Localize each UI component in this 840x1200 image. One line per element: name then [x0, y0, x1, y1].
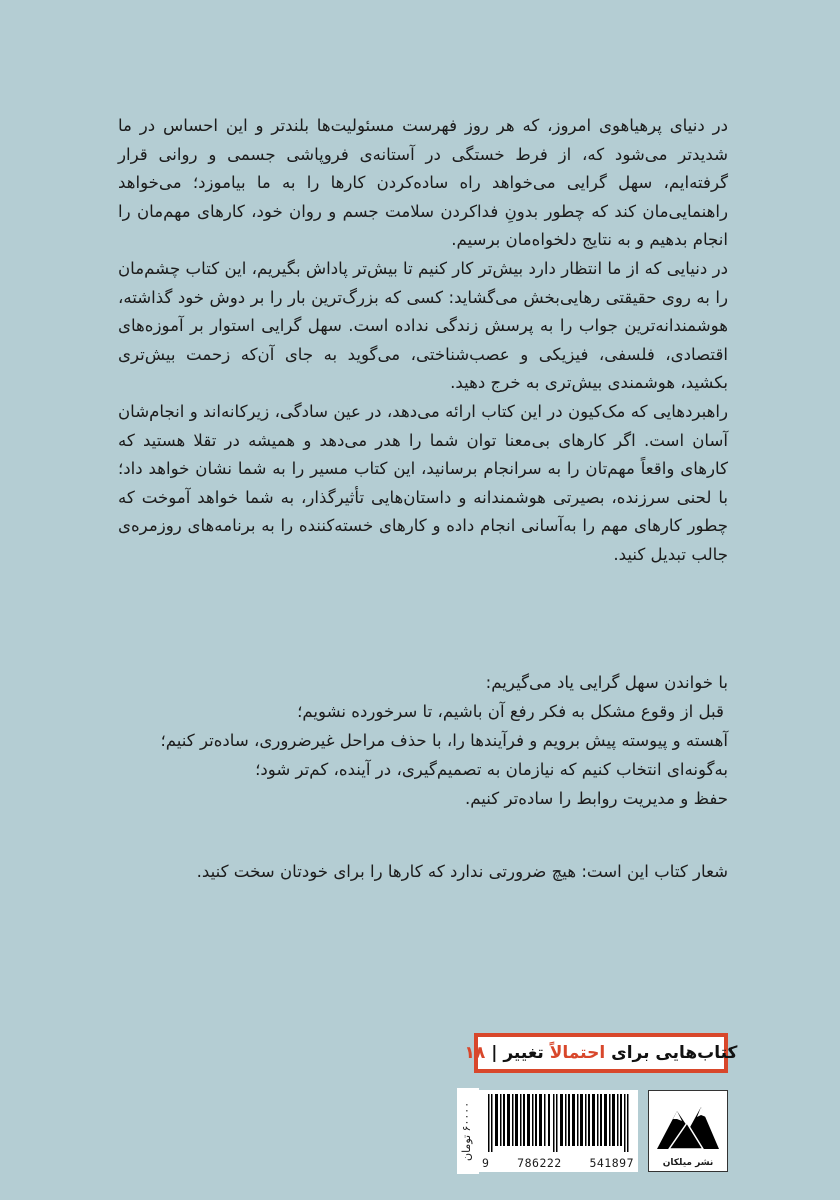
series-prefix: کتاب‌هایی برای — [611, 1043, 738, 1063]
list-item: قبل از وقوع مشکل به فکر رفع آن باشیم، تا سرخورده نشویم؛ — [297, 702, 724, 721]
series-suffix: تغییر | — [491, 1043, 544, 1063]
list-item: به‌گونه‌ای انتخاب کنیم که نیازمان به تصمیم‌گیری، در آینده، کم‌تر شود؛ — [255, 760, 728, 779]
publisher-name: نشر میلکان — [662, 1158, 714, 1168]
isbn-group-1: 786222 — [517, 1156, 562, 1170]
learning-list — [118, 668, 728, 813]
isbn-number — [482, 1156, 634, 1170]
price-label: ۶۰۰۰۰ تومان — [457, 1088, 479, 1174]
mountain-logo-icon — [649, 1093, 727, 1157]
list-item: حفظ و مدیریت روابط را ساده‌تر کنیم. — [464, 789, 728, 808]
description-text — [118, 112, 728, 570]
series-number: ۱۸ — [464, 1043, 486, 1063]
book-slogan: شعار کتاب این است: هیچ ضرورتی ندارد که کارها را برای خودتان سخت کنید. — [196, 862, 728, 881]
barcode — [478, 1090, 638, 1172]
series-label — [464, 1033, 738, 1073]
isbn-lead: 9 — [482, 1156, 490, 1170]
paragraph-1: در دنیای پرهیاهوی امروز، که هر روز فهرست مسئولیت‌ها بلندتر و این احساس در ما شدیدتر می‌شود که، از فرط خستگی در آستانه‌ی فروپاشی جسمی و روانی قرار گرفته‌ایم، سهل گرایی می‌خواهد راه ساده‌کردن کارها را به ما بیاموزد؛ می‌خواهد راهنمایی‌مان کند که چطور بدونِ فداکردن سلامت جسم و روان خود، کارهای مهم‌مان را انجام بدهیم و به نتایج دلخواه‌مان برسیم. — [118, 116, 728, 250]
barcode-bars — [484, 1094, 632, 1152]
isbn-group-2: 541897 — [589, 1156, 634, 1170]
paragraph-3: راهبردهایی که مک‌کیون در این کتاب ارائه می‌دهد، در عین سادگی، زیرکانه‌اند و انجام‌شان آسان است. اگر کارهای بی‌معنا توان شما را هدر می‌دهد و همیشه در تقلا هستید که کارهای واقعاً مهم‌تان را به سرانجام برسانید، این کتاب مسیر را به شما نشان خواهد داد؛ با لحنی سرزنده، بصیرتی هوشمندانه و داستان‌هایی تأثیرگذار، به شما خواهد آموخت که چطور کارهای مهم را به‌آسانی انجام داده و کارهای خسته‌کننده را به برنامه‌های روزمره‌ی جالب تبدیل کنید. — [118, 401, 728, 564]
publisher-logo — [648, 1090, 728, 1172]
paragraph-2: در دنیایی که از ما انتظار دارد بیش‌تر کار کنیم تا بیش‌تر پاداش بگیریم، این کتاب چشم‌مان را به روی حقیقتی رهایی‌بخش می‌گشاید: کسی که بزرگ‌ترین بار را بر دوش خود گذاشته، هوشمندانه‌ترین جواب را به پرسش زندگی نداده است. سهل گرایی استوار بر آموزه‌های اقتصادی، فلسفی، فیزیکی و عصب‌شناختی، می‌گوید به جای آن‌که زحمت بیش‌تری بکشید، هوشمندی بیش‌تری به خرج دهید. — [118, 258, 728, 393]
list-item: آهسته و پیوسته پیش برویم و فرآیندها را، با حذف مراحل غیرضروری، ساده‌تر کنیم؛ — [160, 731, 728, 750]
list-intro: با خواندن سهل گرایی یاد می‌گیریم: — [485, 673, 728, 692]
series-accent: احتمالاً — [549, 1043, 606, 1063]
